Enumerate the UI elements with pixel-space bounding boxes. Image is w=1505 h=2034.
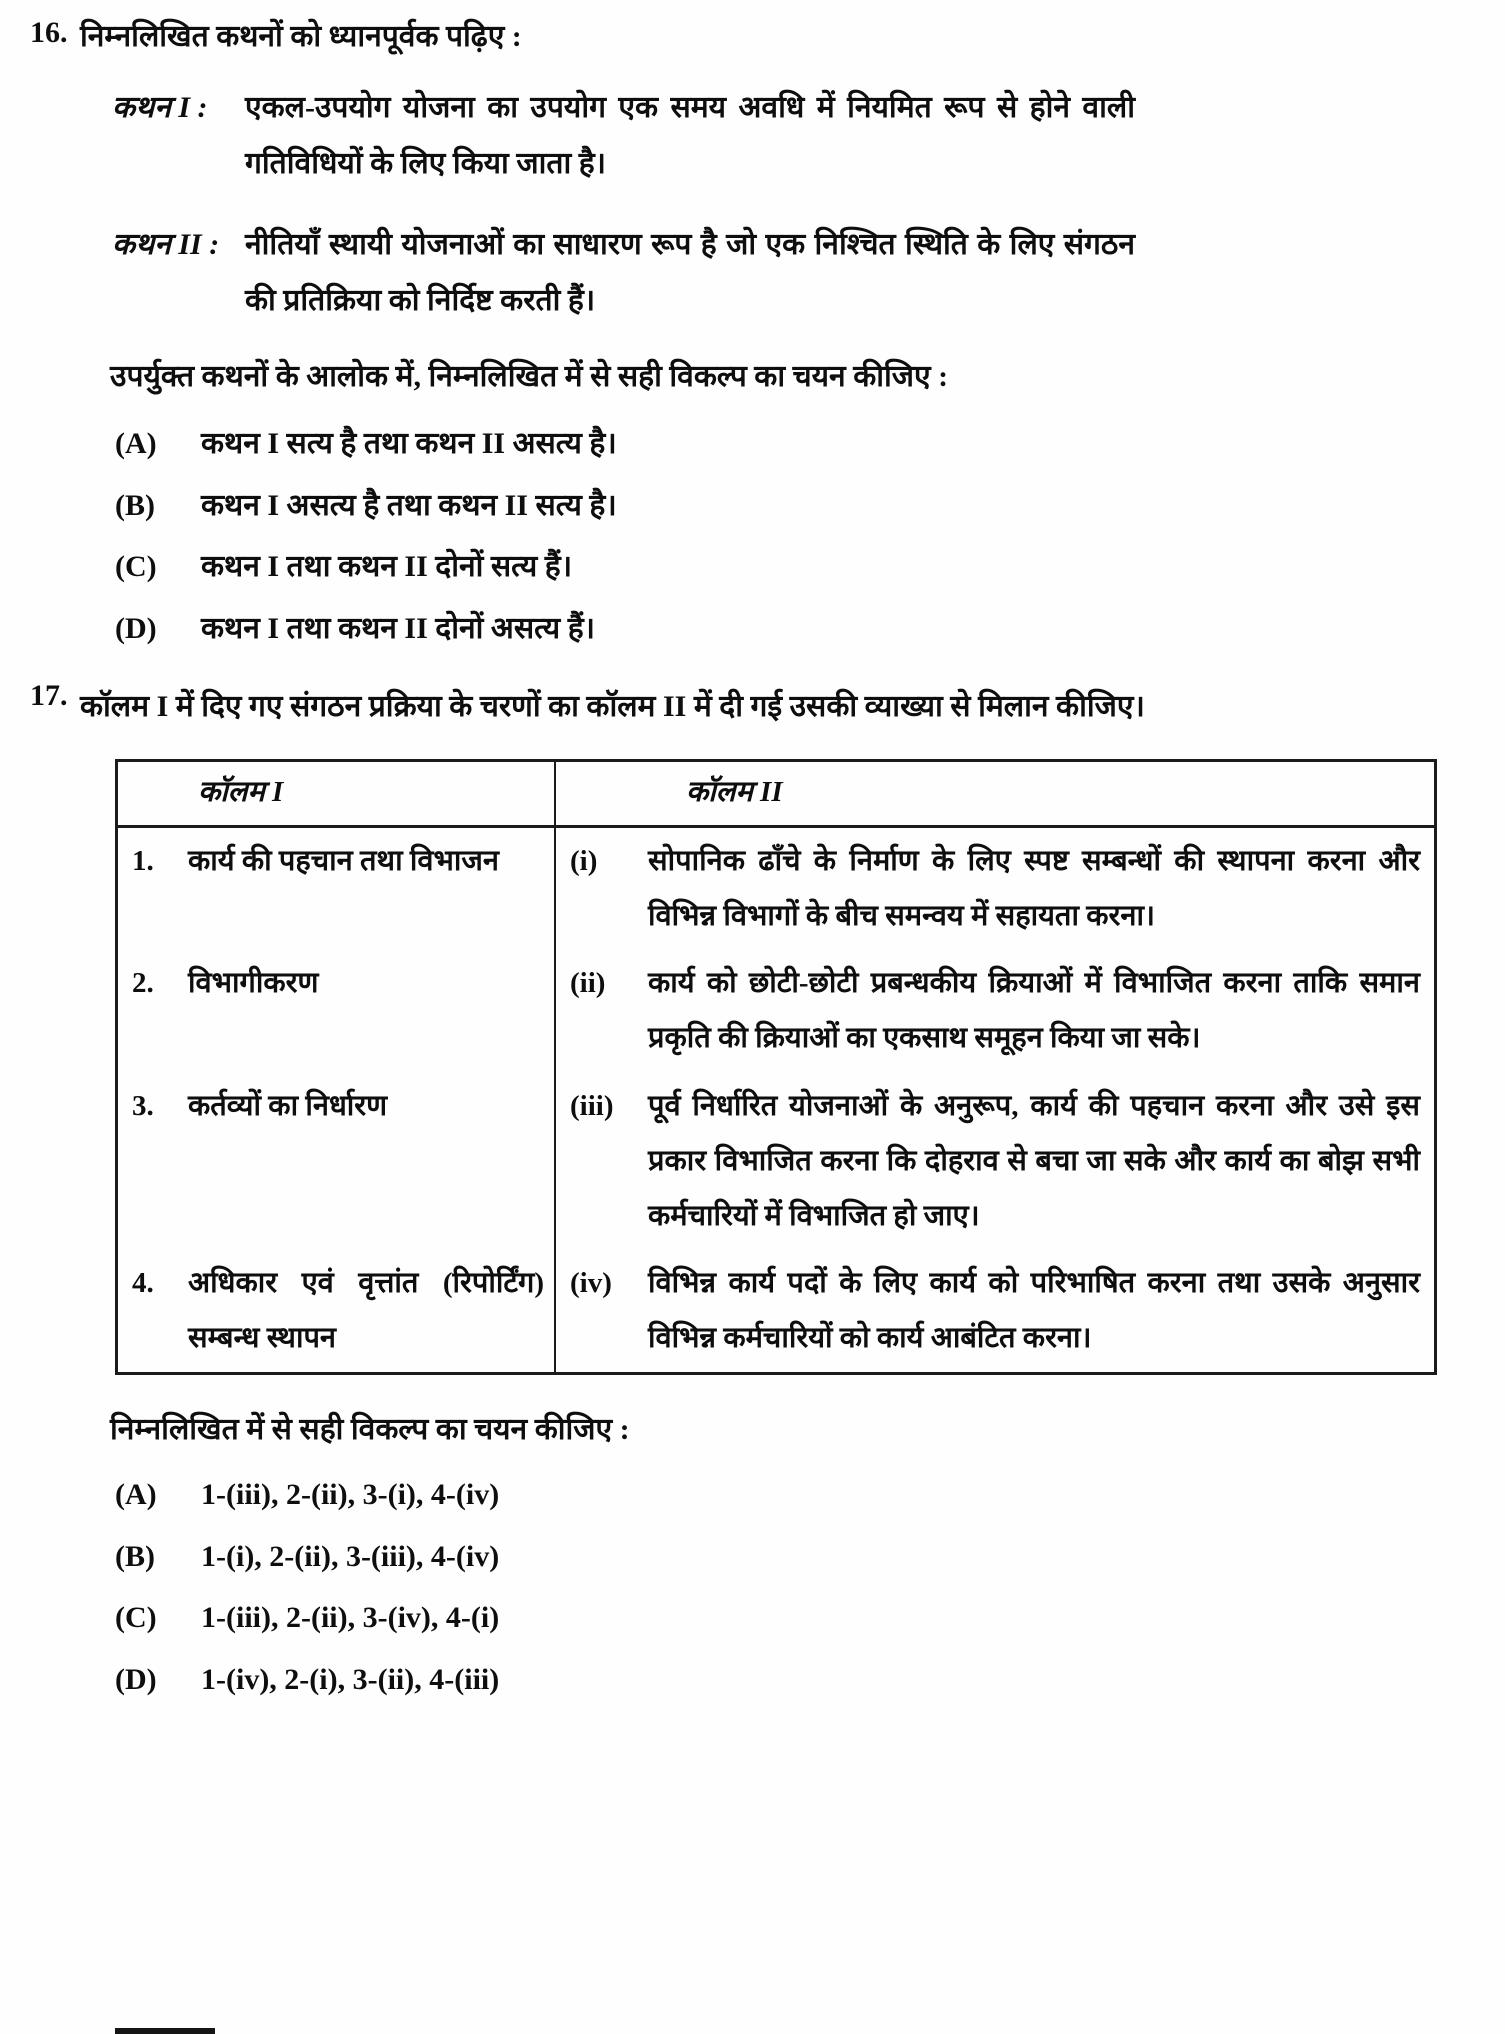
- option-17-a-text: 1-(iii), 2-(ii), 3-(i), 4-(iv): [201, 1478, 500, 1512]
- option-17-a-label: (A): [115, 1478, 157, 1512]
- table-row-3: [118, 1073, 1434, 1250]
- option-17-b: [115, 1537, 1505, 1578]
- question-17: [0, 679, 1505, 1700]
- option-17-a: [115, 1475, 1505, 1516]
- option-17-c: [115, 1598, 1505, 1639]
- option-16-b-text: कथन I असत्य है तथा कथन II सत्य है।: [201, 488, 617, 522]
- question-17-intro: कॉलम I में दिए गए संगठन प्रक्रिया के चरणों का कॉलम II में दी गई उसकी व्याख्या से मिलान कीजिए।: [80, 690, 1145, 723]
- row-3-number: 3.: [132, 1089, 154, 1122]
- table-row-2: [118, 950, 1434, 1072]
- option-17-c-text: 1-(iii), 2-(ii), 3-(iv), 4-(i): [201, 1601, 500, 1635]
- matching-table: [115, 759, 1437, 1376]
- question-16-number: 16.: [30, 16, 68, 49]
- question-17-options: [115, 1475, 1505, 1700]
- row-2-number: 2.: [132, 967, 154, 1000]
- row-2-col1-text: विभागीकरण: [188, 967, 319, 1000]
- option-16-d: [115, 609, 1505, 650]
- table-row-1: [118, 828, 1434, 950]
- option-16-a: [115, 424, 1505, 465]
- option-17-b-text: 1-(i), 2-(ii), 3-(iii), 4-(iv): [201, 1539, 500, 1573]
- row-1-col2-text: सोपानिक ढाँचे के निर्माण के लिए स्पष्ट सम्बन्धों की स्थापना करना और विभिन्न विभागों के बीच समन्वय में सहायता करना।: [648, 845, 1420, 933]
- option-17-b-label: (B): [115, 1539, 155, 1573]
- column-2-header: कॉलम II: [686, 775, 783, 808]
- row-3-col2-text: पूर्व निर्धारित योजनाओं के अनुरूप, कार्य की पहचान करना और उसे इस प्रकार विभाजित करना कि दोहराव से बचा जा सके और कार्य का बोझ सभी कर्मचारियों में विभाजित हो जाए।: [648, 1089, 1420, 1232]
- question-17-number: 17.: [30, 679, 68, 712]
- option-17-d-text: 1-(iv), 2-(i), 3-(ii), 4-(iii): [201, 1662, 500, 1696]
- scan-cutoff-artifact: [115, 2028, 215, 2034]
- row-1-roman: (i): [570, 845, 598, 878]
- option-16-c: [115, 547, 1505, 588]
- option-17-d: [115, 1660, 1505, 1701]
- statement-2-label: कथन II :: [112, 228, 220, 261]
- option-16-b-label: (B): [115, 488, 155, 522]
- row-4-col1-text: अधिकार एवं वृत्तांत (रिपोर्टिंग) सम्बन्ध स्थापन: [188, 1266, 544, 1354]
- option-16-c-label: (C): [115, 550, 157, 583]
- row-4-roman: (iv): [570, 1266, 612, 1299]
- question-17-choose-line: निम्नलिखित में से सही विकल्प का चयन कीजिए :: [110, 1413, 630, 1447]
- row-4-number: 4.: [132, 1266, 154, 1299]
- statement-1-label: कथन I :: [112, 91, 208, 124]
- option-17-d-label: (D): [115, 1662, 157, 1696]
- option-16-a-label: (A): [115, 427, 157, 460]
- question-16-choose-line: उपर्युक्त कथनों के आलोक में, निम्नलिखित में से सही विकल्प का चयन कीजिए :: [110, 360, 949, 393]
- row-4-col2-text: विभिन्न कार्य पदों के लिए कार्य को परिभाषित करना तथा उसके अनुसार विभिन्न कर्मचारियों को कार्य आबंटित करना।: [648, 1266, 1420, 1354]
- statement-1: [112, 80, 1505, 191]
- table-row-4: [118, 1250, 1434, 1372]
- option-16-d-label: (D): [115, 611, 157, 645]
- question-16-intro: निम्नलिखित कथनों को ध्यानपूर्वक पढ़िए :: [80, 20, 522, 53]
- question-16: [0, 16, 1505, 649]
- row-2-col2-text: कार्य को छोटी-छोटी प्रबन्धकीय क्रियाओं में विभाजित करना ताकि समान प्रकृति की क्रियाओं का एकसाथ समूहन किया जा सके।: [648, 967, 1420, 1055]
- option-16-a-text: कथन I सत्य है तथा कथन II असत्य है।: [201, 427, 617, 460]
- option-16-c-text: कथन I तथा कथन II दोनों सत्य हैं।: [201, 550, 573, 583]
- row-1-col1-text: कार्य की पहचान तथा विभाजन: [188, 845, 499, 878]
- option-16-d-text: कथन I तथा कथन II दोनों असत्य हैं।: [201, 611, 596, 645]
- row-2-roman: (ii): [570, 967, 606, 1000]
- option-16-b: [115, 486, 1505, 527]
- statement-2-text: नीतियाँ स्थायी योजनाओं का साधारण रूप है जो एक निश्चित स्थिति के लिए संगठन की प्रतिक्रिया को निर्दिष्ट करती हैं।: [245, 228, 1135, 317]
- row-1-number: 1.: [132, 845, 154, 878]
- row-3-roman: (iii): [570, 1089, 614, 1122]
- matching-table-header: [118, 762, 1434, 829]
- column-1-header: कॉलम I: [118, 762, 556, 826]
- statement-1-text: एकल-उपयोग योजना का उपयोग एक समय अवधि में नियमित रूप से होने वाली गतिविधियों के लिए किया जाता है।: [245, 91, 1135, 180]
- row-3-col1-text: कर्तव्यों का निर्धारण: [188, 1089, 388, 1122]
- option-17-c-label: (C): [115, 1601, 157, 1635]
- statement-2: [112, 217, 1505, 328]
- question-16-options: [115, 424, 1505, 649]
